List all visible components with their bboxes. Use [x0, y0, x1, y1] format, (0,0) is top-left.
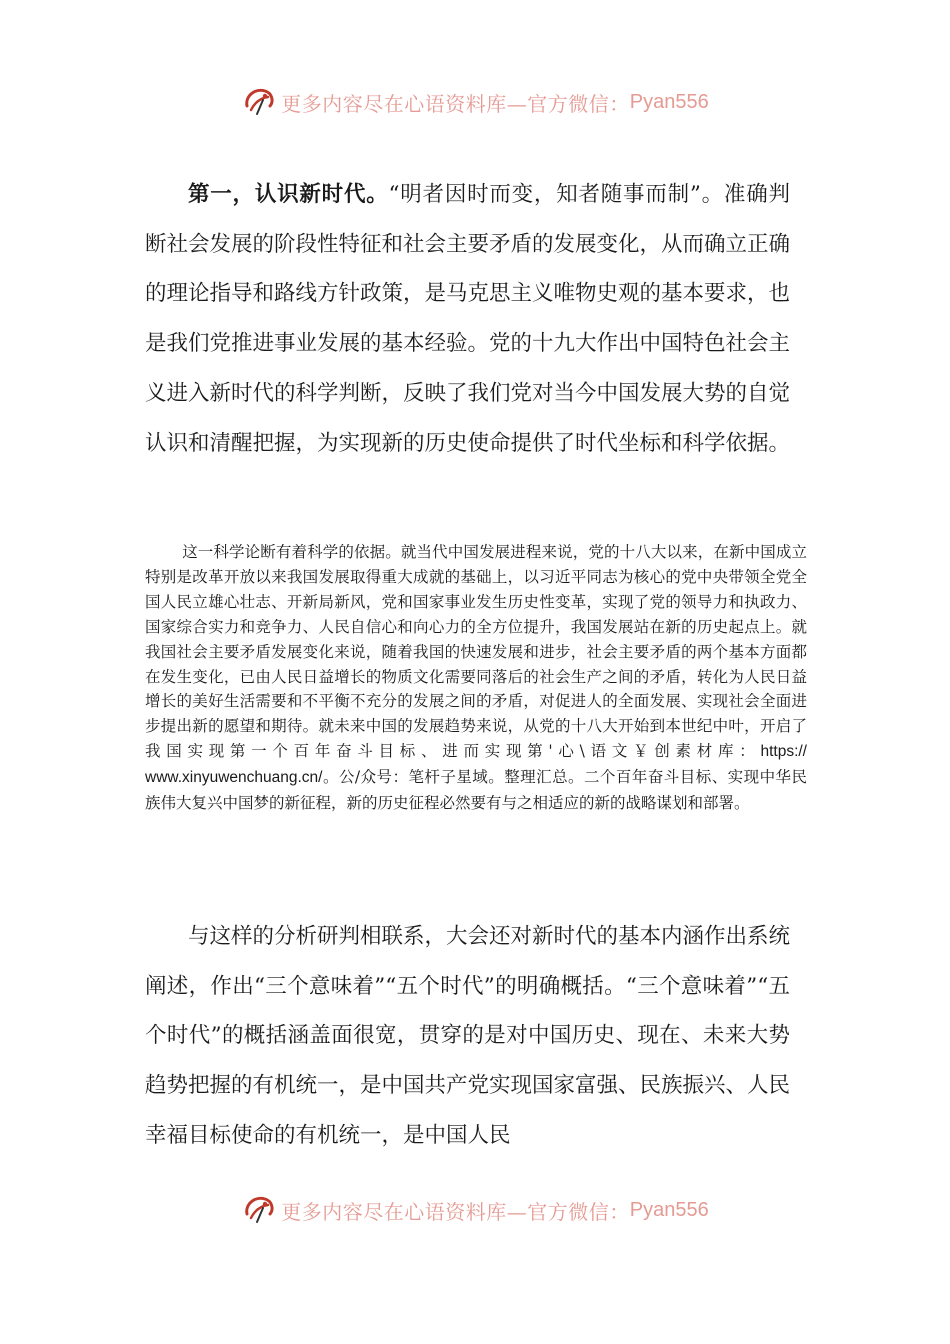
- paragraph-new-era: [145, 170, 790, 468]
- url-part-2: www.xinyuwenchuang.cn/: [145, 769, 323, 787]
- paragraph-body: “明者因时而变，知者随事而制”。准确判断社会发展的阶段性特征和社会主要矛盾的发展变化，从而确立正确的理论指导和路线方针政策，是马克思主义唯物史观的基本要求，也是我们党推进事业发展的基本经验。党的十九大作出中国特色社会主义进入新时代的科学判断，反映了我们党对当今中国发展大势的自觉认识和清醒把握，为实现新的历史使命提供了时代坐标和科学依据。: [145, 182, 791, 456]
- paragraph-part-1: 这一科学论断有着科学的依据。就当代中国发展进程来说，党的十八大以来，在新中国成立特别是改革开放以来我国发展取得重大成就的基础上，以习近平同志为核心的党中央带领全党全国人民立雄心壮志、开新局新风，党和国家事业发生历史性变革，实现了党的领导力和执政力、国家综合实力和竞争力、人民自信心和向心力的全方位提升，我国发展站在新的历史起点上。就我国社会主要矛盾发展变化来说，随着我国的快速发展和进步，社会主要矛盾的两个基本方面都在发生变化，已由人民日益增长的物质文化需要同落后的社会生产之间的矛盾，转化为人民日益增长的美好生活需要和不平衡不充分的发展之间的矛盾，对促进人的全面发展、实现社会全面进步提出新的愿望和期待。就未来中国的发展趋势来说，从党的十八大开始到本世纪中叶，开启了我国实现第一个百年奋斗目标、进而实现第'心\语文￥创素材库：: [145, 543, 807, 761]
- header-watermark-banner: [0, 84, 950, 120]
- footer-banner-id: Pyan556: [629, 1198, 709, 1221]
- header-banner-id: Pyan556: [629, 90, 709, 113]
- logo-icon: [241, 84, 277, 120]
- footer-watermark-banner: [0, 1192, 950, 1228]
- logo-icon: [241, 1192, 277, 1228]
- paragraph-body: 与这样的分析研判相联系，大会还对新时代的基本内涵作出系统阐述，作出“三个意味着”“五个时代”的明确概括。“三个意味着”“五个时代”的概括涵盖面很宽，贯穿的是对中国历史、现在、未来大势趋势把握的有机统一，是中国共产党实现国家富强、民族振兴、人民幸福目标使命的有机统一，是中国人民: [145, 924, 791, 1148]
- header-banner-text: 更多内容尽在心语资料库—官方微信：: [281, 91, 630, 116]
- paragraph-part-2: 。公/众号：笔杆子星域。整理汇总。二个百年奋斗目标、实现中华民族伟大复兴中国梦的新征程，新的历史征程必然要有与之相适应的新的战略谋划和部署。: [145, 768, 807, 813]
- paragraph-scientific-basis: [145, 540, 807, 816]
- paragraph-analysis: [145, 912, 790, 1161]
- paragraph-heading: 第一，认识新时代。: [188, 182, 389, 207]
- url-part-1: https://: [760, 743, 807, 761]
- footer-banner-text: 更多内容尽在心语资料库—官方微信：: [281, 1199, 630, 1224]
